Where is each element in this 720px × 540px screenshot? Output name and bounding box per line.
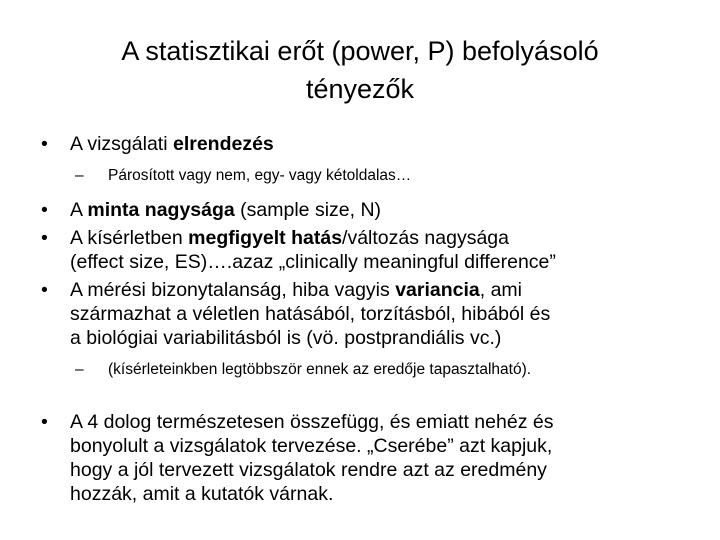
- dash-icon: –: [75, 167, 84, 184]
- title-line-2: tényezők: [305, 74, 415, 104]
- bullet-item-sample-size: • A minta nagysága (sample size, N): [41, 199, 382, 221]
- keyword-design: elrendezés: [172, 133, 274, 155]
- slide-content: [38, 132, 688, 506]
- bullet-item-design: • A vizsgálati elrendezés: [41, 133, 274, 155]
- slide-title: [40, 32, 680, 108]
- keyword-effect: megfigyelt hatás: [188, 227, 343, 249]
- bullet-item-summary: • A 4 dolog természetesen összefügg, és emiatt nehéz és bonyolult a vizsgálatok tervezése. „Cserébe” azt kapjuk, hogy a jól tervezett vizsgálatok rendre azt az eredmény hozzák, amit a kutatók várnak.: [41, 411, 554, 505]
- sub-item-design-detail: – Párosított vagy nem, egy- vagy kétoldalas…: [75, 167, 412, 184]
- bullet-item-effect-size: • A kísérletben megfigyelt hatás/változás nagysága (effect size, ES)….azaz „clinically meaningful difference”: [41, 227, 556, 273]
- sub-item-variance-note: – (kísérleteinkben legtöbbször ennek az eredője tapasztalható).: [75, 361, 532, 378]
- bullet-icon: •: [41, 279, 48, 301]
- bullet-icon: •: [41, 411, 48, 433]
- bullet-item-variance: • A mérési bizonytalanság, hiba vagyis variancia, ami származhat a véletlen hatásából, torzításból, hibából és a biológiai variabilitásból is (vö. postprandiális vc.): [41, 279, 551, 349]
- keyword-variance: variancia: [395, 279, 480, 301]
- title-line-1: A statisztikai erőt (power, P) befolyásoló: [121, 36, 599, 66]
- dash-icon: –: [75, 361, 84, 378]
- bullet-icon: •: [41, 227, 48, 249]
- bullet-icon: •: [41, 199, 48, 221]
- bullet-icon: •: [41, 133, 48, 155]
- keyword-sample-size: minta nagysága: [87, 199, 235, 221]
